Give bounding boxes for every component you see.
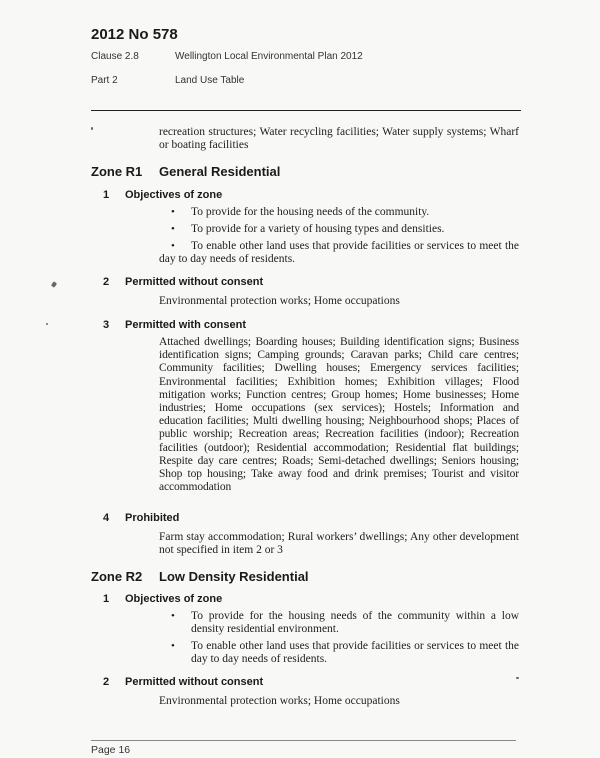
item-title-permitted-with-consent: Permitted with consent: [125, 319, 247, 331]
item-number: 1: [103, 189, 110, 201]
zone-r2-name: Low Density Residential: [159, 569, 309, 584]
footer-rule: [91, 740, 516, 741]
header-rule: [91, 110, 521, 111]
item-number: 3: [103, 319, 110, 331]
scan-speck: [46, 323, 48, 325]
permitted-without-consent-text: Environmental protection works; Home occupations: [159, 295, 400, 307]
part-title: Land Use Table: [175, 75, 245, 86]
bullet: •: [171, 640, 175, 652]
objective-text: To provide for the housing needs of the community within a low density residential environment.: [191, 610, 519, 636]
objective-text: To provide for the housing needs of the community.: [191, 206, 430, 218]
item-title-permitted-without-consent: Permitted without consent: [125, 276, 264, 288]
zone-r2-heading: [91, 569, 309, 584]
item-title-permitted-without-consent: Permitted without consent: [125, 676, 264, 688]
item-title-objectives: Objectives of zone: [125, 189, 223, 201]
page-number: Page 16: [91, 744, 131, 756]
zone-r1-name: General Residential: [159, 164, 281, 179]
zone-r1-heading: [91, 164, 281, 179]
item-title-prohibited: Prohibited: [125, 512, 180, 524]
bullet: •: [171, 206, 175, 218]
continuation-text: recreation structures; Water recycling facilities; Water supply systems; Wharf or boating facilities: [159, 126, 519, 152]
scan-speck: [91, 127, 93, 130]
bullet: •: [171, 223, 175, 235]
item-number: 2: [103, 676, 110, 688]
part-label: Part 2: [91, 75, 118, 86]
permitted-with-consent-text: Attached dwellings; Boarding houses; Building identification signs; Business identification signs; Camping grounds; Caravan parks; Child care centres; Community facilities; Dwelling houses; Emergency services facilities; Environmental facilities; Exhibition homes; Exhibition villages; Flood mitigation works; Function centres; Group homes; Home businesses; Home industries; Home occupations (sex services); Hostels; Information and education facilities; Multi dwelling housing; Neighbourhood shops; Places of public worship; Recreation areas; Recreation facilities (indoor); Recreation facilities (outdoor); Residential accommodation; Residential flat buildings; Respite day care centres; Roads; Semi-detached dwellings; Seniors housing; Shop top housing; Take away food and drink premises; Tourist and visitor accommodation: [159, 336, 519, 494]
item-number: 1: [103, 593, 110, 605]
document-number: 2012 No 578: [91, 26, 178, 43]
prohibited-text: Farm stay accommodation; Rural workers’ dwellings; Any other development not specified in item 2 or 3: [159, 531, 519, 557]
objective-text: To enable other land uses that provide facilities or services to meet the day to day needs of residents.: [159, 240, 519, 266]
scan-speck: [516, 677, 519, 679]
objective-text: To enable other land uses that provide facilities or services to meet the day to day needs of residents.: [191, 640, 519, 666]
bullet: •: [171, 240, 175, 252]
zone-r1-code: Zone R1: [91, 164, 143, 179]
plan-title: Wellington Local Environmental Plan 2012: [175, 51, 363, 62]
item-number: 2: [103, 276, 110, 288]
clause-label: Clause 2.8: [91, 51, 139, 62]
objective-text: To provide for a variety of housing types and densities.: [191, 223, 445, 235]
item-number: 4: [103, 512, 110, 524]
bullet: •: [171, 610, 175, 622]
scan-speck: [51, 281, 57, 287]
permitted-without-consent-text: Environmental protection works; Home occupations: [159, 695, 400, 707]
zone-r2-code: Zone R2: [91, 569, 143, 584]
item-title-objectives: Objectives of zone: [125, 593, 223, 605]
